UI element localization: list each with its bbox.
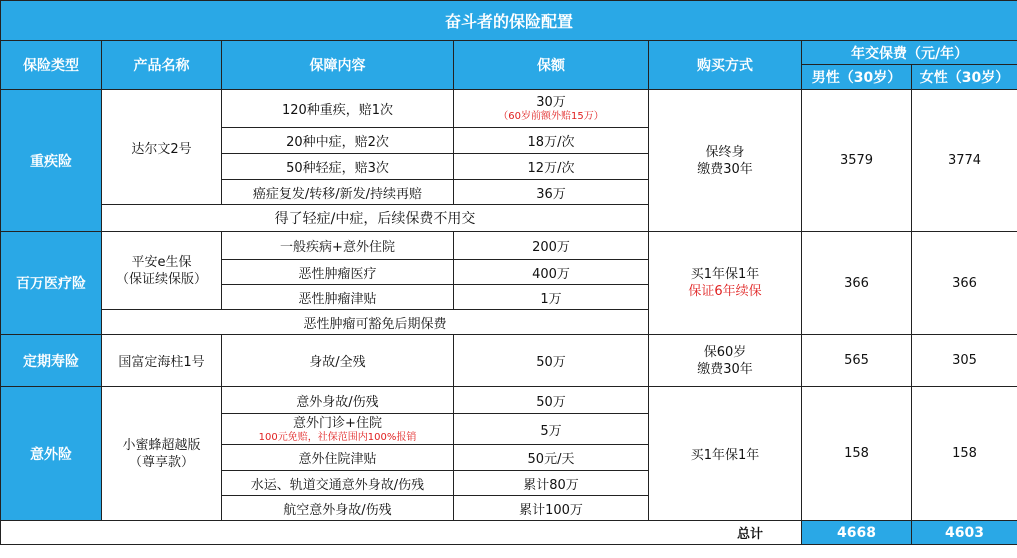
coverage-cell: 120种重疾，赔1次: [222, 90, 454, 128]
header-premium: 年交保费（元/年）: [802, 41, 1017, 65]
total-row: [1, 521, 1017, 545]
table-row: [1, 335, 1017, 387]
coverage-cell: 意外住院津贴: [222, 445, 454, 471]
purchase-line1: 保60岁: [703, 344, 747, 360]
premium-female-term: 305: [912, 335, 1017, 387]
coverage-cell: 癌症复发/转移/新发/持续再赔: [222, 180, 454, 205]
product-line1: 小蜜蜂超越版: [122, 437, 201, 453]
amount-note: （60岁前额外赔15万）: [498, 111, 604, 122]
product-medical: [102, 232, 222, 310]
amount-cell: 累计100万: [454, 496, 649, 521]
product-line2: （尊享款）: [128, 454, 194, 470]
purchase-line2: 缴费30年: [697, 361, 753, 377]
amount-cell: 50万: [454, 335, 649, 387]
product-term: 国富定海柱1号: [102, 335, 222, 387]
amount-cell: 18万/次: [454, 128, 649, 154]
purchase-accident: 买1年保1年: [649, 387, 802, 521]
purchase-line2: 缴费30年: [697, 161, 753, 177]
amount-cell: [454, 90, 649, 128]
amount-cell: 1万: [454, 285, 649, 310]
premium-male-accident: 158: [802, 387, 912, 521]
purchase-line1: 买1年保1年: [690, 267, 760, 282]
footnote-critical: 得了轻症/中症，后续保费不用交: [102, 205, 649, 232]
product-line1: 平安e生保: [131, 254, 192, 270]
coverage-cell: 20种中症，赔2次: [222, 128, 454, 154]
amount-cell: 200万: [454, 232, 649, 260]
purchase-term: [649, 335, 802, 387]
coverage-cell: 一般疾病+意外住院: [222, 232, 454, 260]
premium-male-critical: 3579: [802, 90, 912, 232]
coverage-cell: 恶性肿瘤医疗: [222, 260, 454, 285]
coverage-note: 100元免赔，社保范围内100%报销: [258, 431, 417, 443]
header-coverage: 保障内容: [222, 41, 454, 90]
amount-cell: 5万: [454, 414, 649, 445]
page-title: 奋斗者的保险配置: [1, 1, 1017, 41]
premium-male-medical: 366: [802, 232, 912, 335]
product-critical: 达尔文2号: [102, 90, 222, 205]
header-purchase: 购买方式: [649, 41, 802, 90]
purchase-line2: 保证6年续保: [688, 284, 762, 299]
coverage-cell: 身故/全残: [222, 335, 454, 387]
amount-cell: 50万: [454, 387, 649, 414]
header-amount: 保额: [454, 41, 649, 90]
total-label: 总计: [1, 521, 802, 545]
coverage-cell: 恶性肿瘤津贴: [222, 285, 454, 310]
header-type: 保险类型: [1, 41, 102, 90]
amount-cell: 12万/次: [454, 154, 649, 180]
coverage-cell: 水运、轨道交通意外身故/伤残: [222, 471, 454, 496]
coverage-value: 意外门诊+住院: [293, 415, 382, 431]
total-male: 4668: [802, 521, 912, 545]
category-accident: 意外险: [1, 387, 102, 521]
header-female: 女性（30岁）: [912, 65, 1017, 90]
coverage-cell: 50种轻症，赔3次: [222, 154, 454, 180]
header-male: 男性（30岁）: [802, 65, 912, 90]
footnote-medical: 恶性肿瘤可豁免后期保费: [102, 310, 649, 335]
table-row: [1, 90, 1017, 128]
header-product: 产品名称: [102, 41, 222, 90]
amount-cell: 36万: [454, 180, 649, 205]
purchase-medical: [649, 232, 802, 335]
premium-female-accident: 158: [912, 387, 1017, 521]
product-accident: [102, 387, 222, 521]
total-female: 4603: [912, 521, 1017, 545]
purchase-line1: 保终身: [705, 144, 745, 160]
premium-female-medical: 366: [912, 232, 1017, 335]
amount-cell: 50元/天: [454, 445, 649, 471]
premium-female-critical: 3774: [912, 90, 1017, 232]
table-row: [1, 232, 1017, 260]
category-critical: 重疾险: [1, 90, 102, 232]
purchase-critical: [649, 90, 802, 232]
coverage-cell: 航空意外身故/伤残: [222, 496, 454, 521]
amount-value: 30万: [536, 95, 566, 110]
category-term: 定期寿险: [1, 335, 102, 387]
premium-male-term: 565: [802, 335, 912, 387]
category-medical: 百万医疗险: [1, 232, 102, 335]
coverage-cell: 意外身故/伤残: [222, 387, 454, 414]
coverage-cell: [222, 414, 454, 445]
amount-cell: 累计80万: [454, 471, 649, 496]
table-row: [1, 387, 1017, 414]
amount-cell: 400万: [454, 260, 649, 285]
product-line2: （保证续保版）: [115, 271, 207, 287]
